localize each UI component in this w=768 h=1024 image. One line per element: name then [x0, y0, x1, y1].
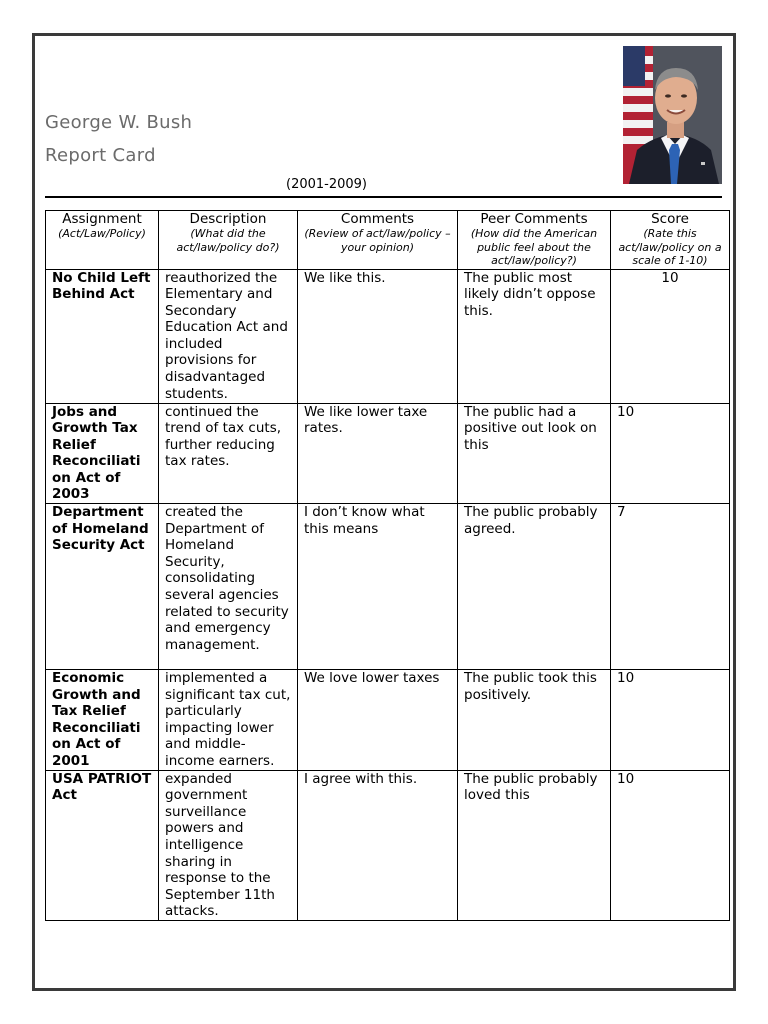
- comments-cell: We like lower taxe rates.: [298, 403, 458, 504]
- president-name: George W. Bush: [45, 112, 193, 133]
- column-title: Peer Comments: [480, 211, 588, 227]
- header-description: [159, 211, 298, 270]
- column-title: Assignment: [62, 211, 142, 227]
- header-peer-comments: [458, 211, 611, 270]
- header-comments: [298, 211, 458, 270]
- report-card-table: [45, 210, 730, 921]
- column-note: (Act/Law/Policy): [58, 227, 146, 240]
- header-assignment: [46, 211, 159, 270]
- column-note: (How did the American public feel about the act/law/policy?): [470, 227, 598, 267]
- description-cell: continued the trend of tax cuts, further reducing tax rates.: [159, 403, 298, 504]
- peer-comments-cell: The public probably loved this: [458, 770, 611, 920]
- table-row: [46, 770, 730, 920]
- description-cell: reauthorized the Elementary and Secondary Education Act and included provisions for disadvantaged students.: [159, 269, 298, 403]
- score-cell: 10: [611, 670, 730, 771]
- column-title: Score: [651, 211, 689, 227]
- comments-cell: We like this.: [298, 269, 458, 403]
- assignment-cell: No Child Left Behind Act: [46, 269, 159, 403]
- comments-cell: I don’t know what this means: [298, 504, 458, 670]
- assignment-cell: USA PATRIOT Act: [46, 770, 159, 920]
- score-cell: 10: [611, 403, 730, 504]
- term-years: (2001-2009): [286, 177, 368, 192]
- table-row: [46, 504, 730, 670]
- header-score: [611, 211, 730, 270]
- score-cell: 10: [611, 770, 730, 920]
- score-cell: 10: [611, 269, 730, 403]
- header-rule: [45, 196, 722, 198]
- column-title: Comments: [340, 211, 415, 227]
- table-row: [46, 403, 730, 504]
- header-row: [46, 211, 730, 270]
- peer-comments-cell: The public most likely didn’t oppose this.: [458, 269, 611, 403]
- description-cell: expanded government surveillance powers and intelligence sharing in response to the September 11th attacks.: [159, 770, 298, 920]
- comments-cell: We love lower taxes: [298, 670, 458, 771]
- peer-comments-cell: The public took this positively.: [458, 670, 611, 771]
- assignment-cell: Department of Homeland Security Act: [46, 504, 159, 670]
- peer-comments-cell: The public probably agreed.: [458, 504, 611, 670]
- description-cell: created the Department of Homeland Security, consolidating several agencies related to security and emergency management.: [159, 504, 298, 670]
- column-note: (Review of act/law/policy – your opinion): [304, 227, 451, 254]
- column-note: (Rate this act/law/policy on a scale of 1-10): [618, 227, 722, 267]
- peer-comments-cell: The public had a positive out look on this: [458, 403, 611, 504]
- report-card-title: Report Card: [45, 145, 156, 166]
- comments-cell: I agree with this.: [298, 770, 458, 920]
- assignment-cell: Economic Growth and Tax Relief Reconciliati on Act of 2001: [46, 670, 159, 771]
- table-row: [46, 670, 730, 771]
- column-title: Description: [189, 211, 267, 227]
- score-cell: 7: [611, 504, 730, 670]
- column-note: (What did the act/law/policy do?): [176, 227, 280, 254]
- assignment-cell: Jobs and Growth Tax Relief Reconciliati on Act of 2003: [46, 403, 159, 504]
- portrait-photo: [623, 46, 722, 184]
- description-cell: implemented a significant tax cut, particularly impacting lower and middle-income earners.: [159, 670, 298, 771]
- table-row: [46, 269, 730, 403]
